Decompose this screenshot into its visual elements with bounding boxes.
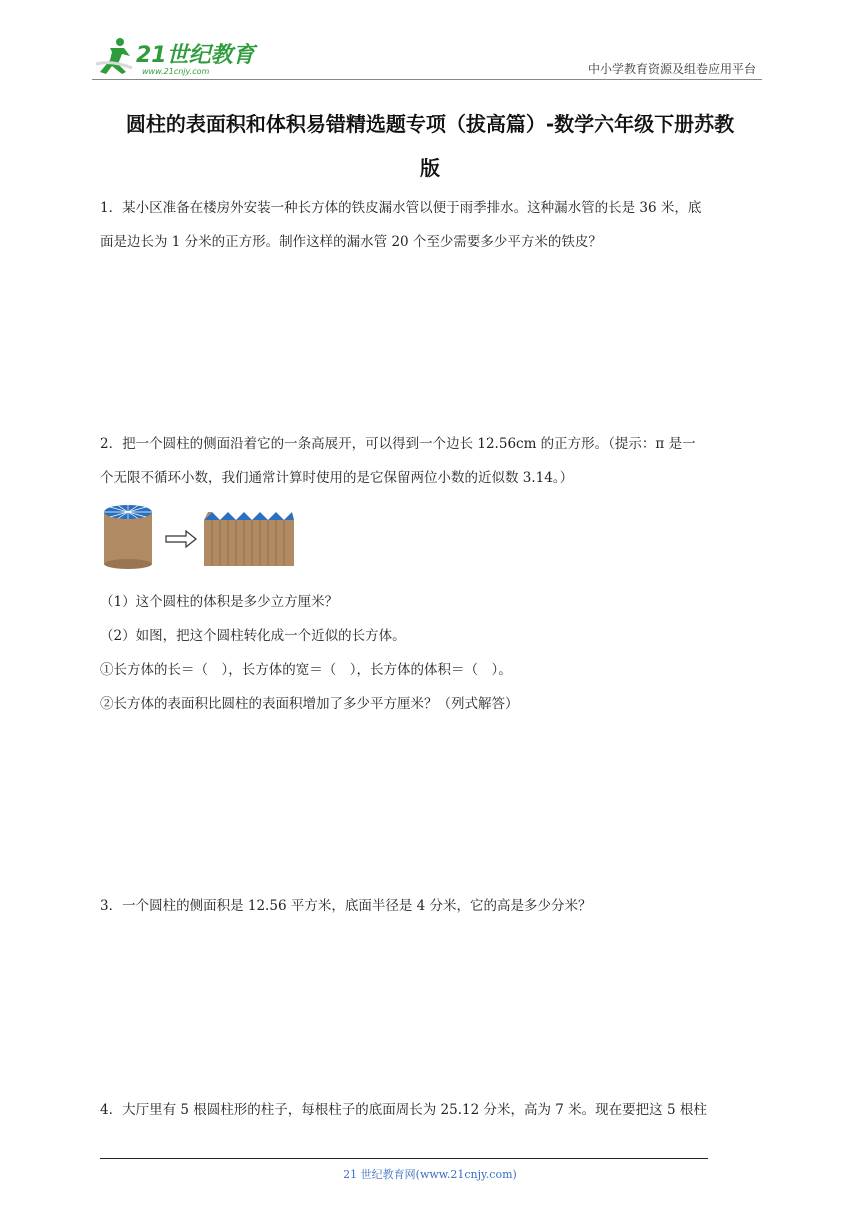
site-name: 中小学教育资源及组卷应用平台	[587, 62, 756, 76]
page-title-line1: 圆柱的表面积和体积易错精选题专项（拔高篇）-数学六年级下册苏教	[125, 112, 735, 136]
question-4-line1: 4．大厅里有 5 根圆柱形的柱子，每根柱子的底面周长为 25.12 分米，高为 7 米。现在要把这 5 根柱	[100, 1102, 707, 1118]
question-2-line2: 个无限不循环小数，我们通常计算时使用的是它保留两位小数的近似数 3.14。）	[100, 470, 574, 486]
footer-divider	[100, 1158, 708, 1159]
cylinder-icon	[104, 505, 152, 569]
svg-text:www.21cnjy.com: www.21cnjy.com	[142, 67, 210, 76]
question-3-line1: 3．一个圆柱的侧面积是 12.56 平方米，底面半径是 4 分米，它的高是多少分米？	[100, 898, 592, 914]
svg-text:21世纪教育: 21世纪教育	[136, 43, 255, 68]
question-1-line1: 1．某小区准备在楼房外安装一种长方体的铁皮漏水管以便于雨季排水。这种漏水管的长是 36 米，底	[100, 200, 702, 216]
question-1-line2: 面是边长为 1 分米的正方形。制作这样的漏水管 20 个至少需要多少平方米的铁皮？	[100, 234, 602, 250]
question-2-sub2b: ②长方体的表面积比圆柱的表面积增加了多少平方厘米？（列式解答）	[100, 696, 519, 712]
right-arrow-icon	[166, 531, 196, 547]
cylinder-to-cuboid-figure	[100, 502, 300, 570]
logo	[92, 34, 262, 80]
footer-text[interactable]: 21 世纪教育网(www.21cnjy.com)	[343, 1168, 517, 1181]
question-2-sub1: （1）这个圆柱的体积是多少立方厘米？	[100, 594, 339, 610]
header-divider	[92, 79, 762, 80]
question-2-sub2a: ①长方体的长＝（ ），长方体的宽＝（ ），长方体的体积＝（ ）。	[100, 662, 512, 678]
cuboid-icon	[204, 512, 294, 566]
question-2-line1: 2．把一个圆柱的侧面沿着它的一条高展开，可以得到一个边长 12.56cm 的正方形。（提示：π 是一	[100, 436, 696, 452]
question-2-sub2: （2）如图，把这个圆柱转化成一个近似的长方体。	[100, 628, 406, 644]
page-title-line2: 版	[420, 156, 440, 180]
logo-runner-icon	[92, 34, 262, 80]
